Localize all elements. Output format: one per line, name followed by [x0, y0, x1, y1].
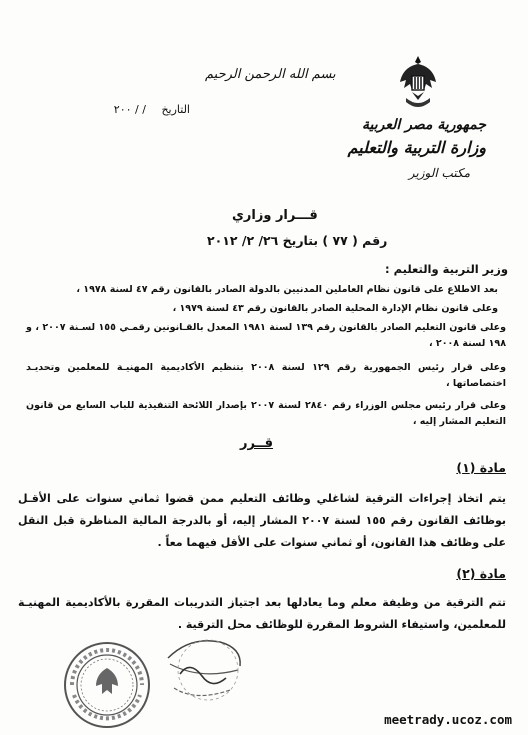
preamble-item: وعلى قانون التعليم الصادر بالقانون رقم ١٣٩ لسنة ١٩٨١ المعدل بالقـانونين رقمـي ١٥٥ لسـنة ٢٠٠٧ ، و ١٩٨ لسنة ٢٠٠٨ ، — [26, 322, 506, 349]
article-text: تتم الترقية من وظيفة معلم وما يعادلها بعد اجتياز التدريبات المقررة بالأكاديمية المهنيـة للمعلمين، واستيفاء الشروط المقررة للوظائف محل الترقية . — [18, 596, 506, 631]
preamble-item: بعد الاطلاع على قانون نظام العاملين المدنيين بالدولة الصادر بالقانون رقم ٤٧ لسنة ١٩٧٨ ، — [76, 284, 498, 295]
basmala: بسم الله الرحمن الرحيم — [205, 67, 336, 82]
official-seal-stamp — [62, 640, 152, 730]
decree-number: رقم ( ٧٧ ) بتاريخ ٢٦/ ٢/ ٢٠١٢ — [207, 233, 388, 248]
eagle-emblem-icon — [398, 52, 438, 114]
minister-heading: وزير التربية والتعليم : — [385, 262, 508, 276]
watermark-url: meetrady.ucoz.com — [384, 712, 512, 727]
ministry-name: وزارة التربية والتعليم — [347, 138, 486, 157]
decree-title: قـــرار وزاري — [232, 208, 318, 223]
signature-stamp — [160, 630, 250, 710]
preamble-item: وعلى قرار رئيس الجمهورية رقم ١٢٩ لسنة ٢٠٠٨ بتنظيم الأكاديمية المهنيـة للمعلمين وتحديـد اختصاصاتها ، — [26, 362, 506, 389]
preamble-item: وعلى قانون نظام الإدارة المحلية الصادر بالقانون رقم ٤٣ لسنة ١٩٧٩ ، — [172, 303, 498, 314]
date-field — [40, 103, 190, 116]
office-name: مكتب الوزير — [408, 166, 470, 180]
article-text: يتم اتخاذ إجراءات الترقية لشاغلي وظائف التعليم ممن قضوا ثماني سنوات على الأقـل بوظائف القانون رقم ١٥٥ لسنة ٢٠٠٧ المشار إليه، أو بالدرجة المالية المناظرة قبل النقل على وظائف هذا القانون، أو ثماني سنوات على الأقل فيهما معاً . — [18, 492, 506, 549]
date-label: التاريخ — [161, 103, 190, 116]
country-name: جمهورية مصر العربية — [362, 117, 486, 133]
article-heading: مادة (٢) — [456, 566, 506, 581]
article-heading: مادة (١) — [456, 460, 506, 475]
preamble-item: وعلى قرار رئيس مجلس الوزراء رقم ٢٨٤٠ لسنة ٢٠٠٧ بإصدار اللائحة التنفيذية للباب السابع من قانون التعليم المشار إليه ، — [26, 400, 506, 427]
date-value: / / ٢٠٠ — [113, 103, 146, 116]
resolved-heading: قــرر — [240, 436, 273, 451]
